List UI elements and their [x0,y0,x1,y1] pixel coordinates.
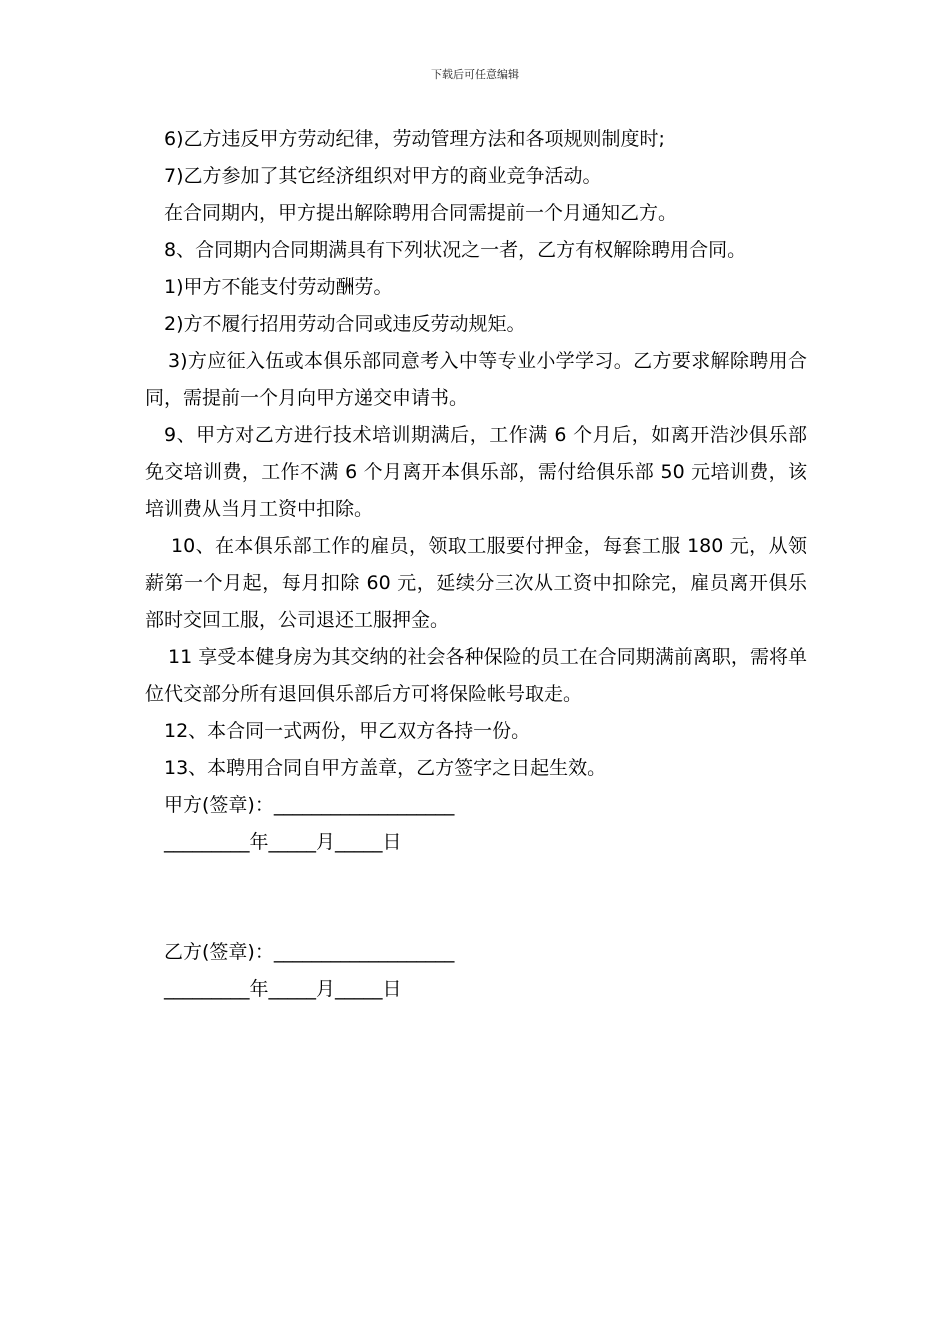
party-b-signature-line: 乙方(签章)：___________________ [164,941,455,963]
clause-8-item-2: 2)方不履行招用劳动合同或违反劳动规矩。 [164,313,526,335]
party-b-date-line: _________年_____月_____日 [164,978,402,1000]
party-a-date-line: _________年_____月_____日 [164,831,402,853]
clause-9: 9、甲方对乙方进行技术培训期满后，工作满 6 个月后，如离开浩沙俱乐部免交培训费，工作不满 6 个月离开本俱乐部，需付给俱乐部 50 元培训费，该培训费从当月工资中扣除。 [145,424,807,520]
clause-8: 8、合同期内合同期满具有下列状况之一者，乙方有权解除聘用合同。 [164,239,747,261]
clause-8-item-1: 1)甲方不能支付劳动酬劳。 [164,276,393,298]
clause-13: 13、本聘用合同自甲方盖章，乙方签字之日起生效。 [164,757,607,779]
document-body [145,121,807,1008]
clause-12: 12、本合同一式两份，甲乙双方各持一份。 [164,720,531,742]
clause-10: 10、在本俱乐部工作的雇员，领取工服要付押金，每套工服 180 元，从领薪第一个月起，每月扣除 60 元，延续分三次从工资中扣除完，雇员离开俱乐部时交回工服，公司退还工服押金。 [145,535,807,631]
clause-6: 6)乙方违反甲方劳动纪律，劳动管理方法和各项规则制度时; [164,128,665,150]
clause-11: 11 享受本健身房为其交纳的社会各种保险的员工在合同期满前离职，需将单位代交部分所有退回俱乐部后方可将保险帐号取走。 [145,646,807,705]
termination-notice-paragraph: 在合同期内，甲方提出解除聘用合同需提前一个月通知乙方。 [164,202,678,224]
clause-7: 7)乙方参加了其它经济组织对甲方的商业竞争活动。 [164,165,602,187]
signature-spacer [145,861,807,934]
clause-8-item-3: 3)方应征入伍或本俱乐部同意考入中等专业小学学习。乙方要求解除聘用合同，需提前一个月向甲方递交申请书。 [145,350,807,409]
party-a-signature-line: 甲方(签章)：___________________ [164,794,455,816]
header-note: 下载后可任意编辑 [431,68,519,81]
